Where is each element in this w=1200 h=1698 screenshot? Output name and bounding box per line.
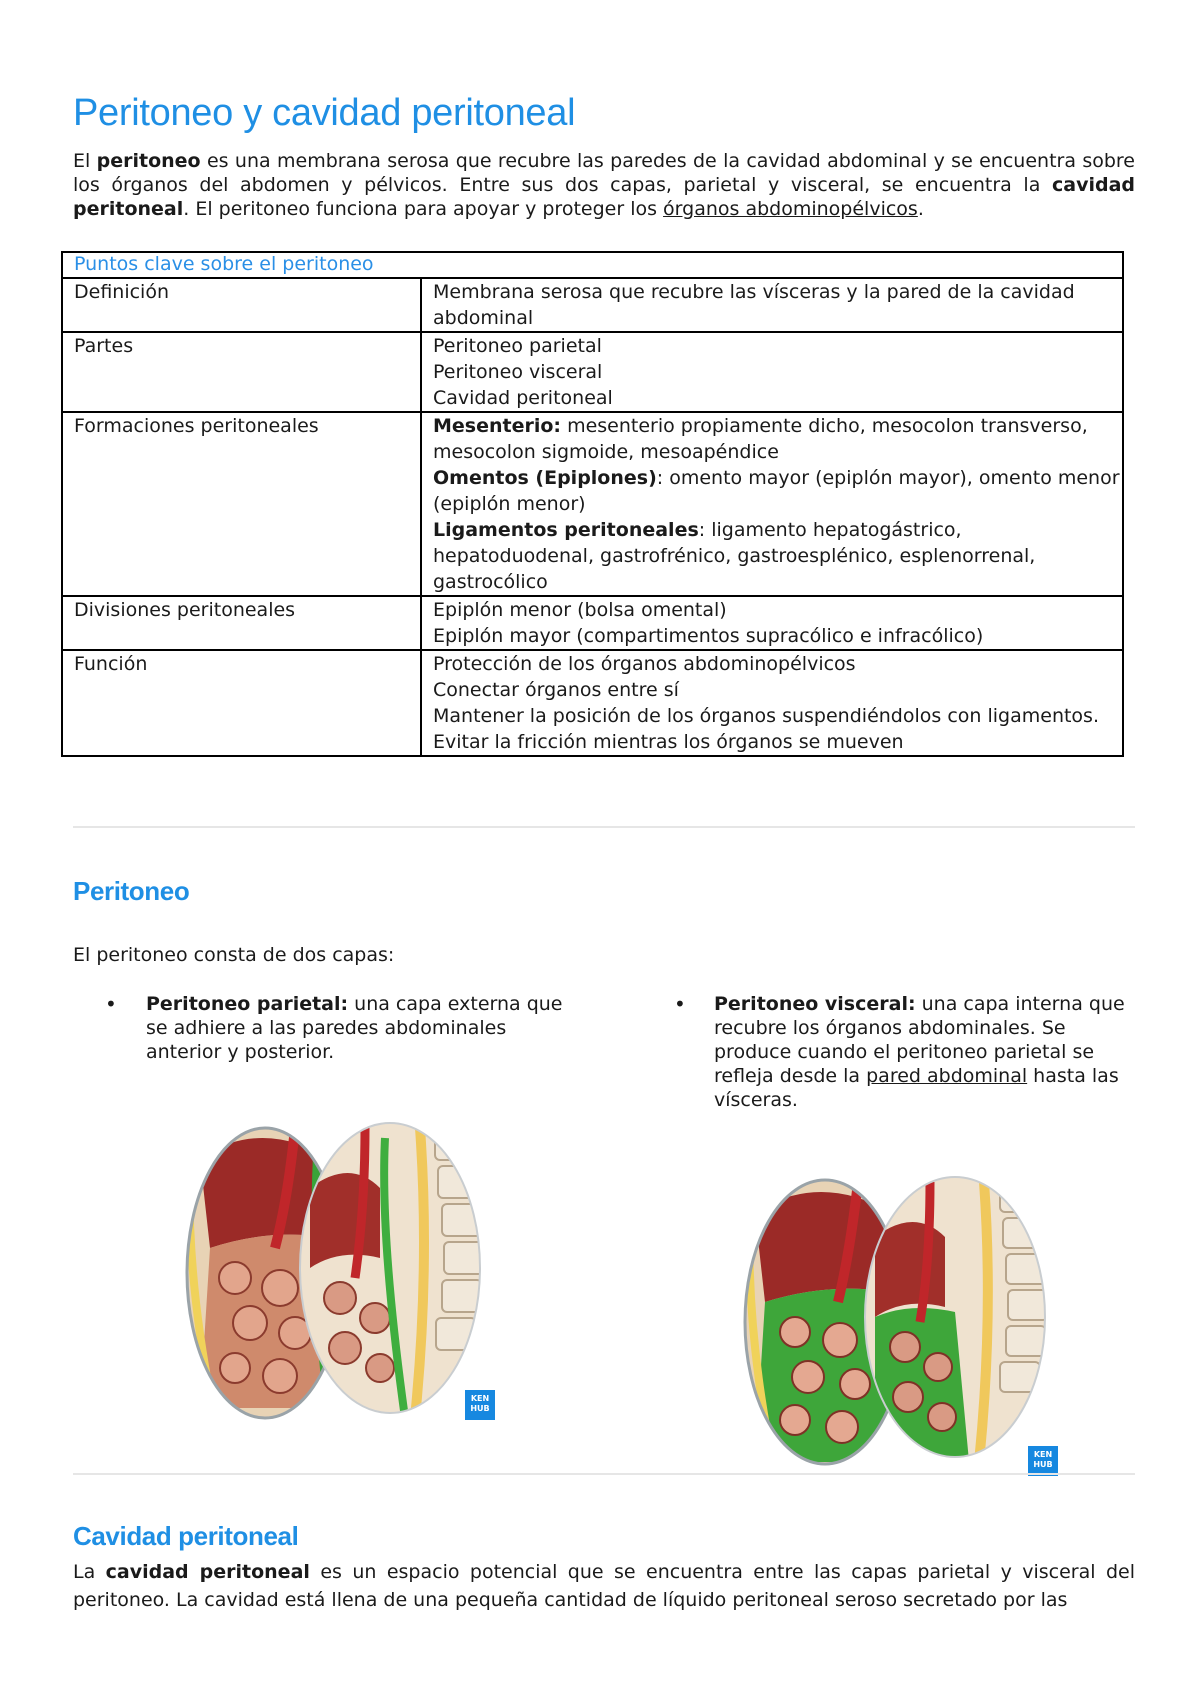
peritoneum-parietal-illustration xyxy=(180,1118,515,1428)
bullet-visceral xyxy=(714,992,1142,1112)
row-label: Definición xyxy=(62,278,421,332)
row-value xyxy=(421,332,1123,412)
value-line: Epiplón menor (bolsa omental) xyxy=(433,599,727,621)
value-line: Protección de los órganos abdominopélvicos xyxy=(433,653,856,675)
term-visceral: Peritoneo visceral: xyxy=(714,993,916,1015)
intro-text-3: . El peritoneo funciona para apoyar y proteger los xyxy=(183,198,664,220)
row-label: Divisiones peritoneales xyxy=(62,596,421,650)
table-header-row xyxy=(62,252,1123,278)
value-line: Evitar la fricción mientras los órganos se mueven xyxy=(433,731,904,753)
cavidad-bold: cavidad peritoneal xyxy=(105,1561,310,1583)
logo-text-1: KEN xyxy=(470,1394,490,1403)
term-mesenterio: Mesenterio: xyxy=(433,415,562,437)
intro-text-2: es una membrana serosa que recubre las paredes de la cavidad abdominal y se encuentra sobre los órganos del abdomen y pélvicos. Entre sus dos capas, parietal y visceral, se encuentra la xyxy=(73,150,1135,196)
table-header: Puntos clave sobre el peritoneo xyxy=(62,252,1123,278)
right-inset-sagittal xyxy=(290,1118,490,1428)
heading-peritoneo: Peritoneo xyxy=(73,876,190,906)
intro-text-4: . xyxy=(917,198,924,220)
peritoneo-lead: El peritoneo consta de dos capas: xyxy=(73,944,395,966)
value-line: Epiplón mayor (compartimentos supracólico e infracólico) xyxy=(433,625,984,647)
term-ligamentos: Ligamentos peritoneales xyxy=(433,519,699,541)
table-row xyxy=(62,332,1123,412)
logo-text-1: KEN xyxy=(1033,1450,1053,1459)
peritoneum-visceral-illustration xyxy=(740,1172,1075,1472)
logo-text-2: HUB xyxy=(1033,1460,1053,1469)
intro-bold-peritoneo: peritoneo xyxy=(96,150,201,172)
logo-text-2: HUB xyxy=(470,1404,490,1413)
row-label: Partes xyxy=(62,332,421,412)
value-line: Cavidad peritoneal xyxy=(433,387,613,409)
row-label: Función xyxy=(62,650,421,756)
link-pared-abdominal[interactable]: pared abdominal xyxy=(866,1065,1028,1087)
page-title: Peritoneo y cavidad peritoneal xyxy=(73,92,576,134)
table-row xyxy=(62,596,1123,650)
bullet-icon: • xyxy=(674,992,686,1016)
table-row xyxy=(62,278,1123,332)
value-line xyxy=(433,465,1122,517)
section-divider xyxy=(73,826,1135,828)
value-line: Conectar órganos entre sí xyxy=(433,679,679,701)
value-text: : ligamento hepatogástrico, hepatoduodenal, gastrofrénico, gastroesplénico, esplenorrenal, gastrocólico xyxy=(433,519,1036,593)
value-text: mesenterio propiamente dicho, mesocolon transverso, mesocolon sigmoide, mesoapéndice xyxy=(433,415,1088,463)
row-value xyxy=(421,596,1123,650)
parietal-description: una capa externa que se adhiere a las paredes abdominales anterior y posterior. xyxy=(146,993,563,1063)
value-line: Membrana serosa que recubre las vísceras y la pared de la cavidad abdominal xyxy=(433,281,1075,329)
intro-text-1: El xyxy=(73,150,97,172)
intro-bold-cavidad: cavidad peritoneal xyxy=(73,174,1135,220)
bullet-parietal xyxy=(146,992,576,1064)
row-value xyxy=(421,278,1123,332)
row-label: Formaciones peritoneales xyxy=(62,412,421,596)
kenhub-logo xyxy=(465,1390,495,1420)
cavidad-paragraph xyxy=(73,1558,1135,1614)
value-line xyxy=(433,413,1122,465)
table-row xyxy=(62,650,1123,756)
cavidad-text-2: es un espacio potencial que se encuentra entre las capas parietal y visceral del peritoneo. La cavidad está llena de una pequeña cantidad de líquido peritoneal seroso secretado por las xyxy=(73,1561,1135,1611)
row-value xyxy=(421,412,1123,596)
value-line: Peritoneo visceral xyxy=(433,361,603,383)
key-points-table xyxy=(61,251,1124,757)
visceral-description-end: hasta las vísceras. xyxy=(714,1065,1119,1111)
value-line: Peritoneo parietal xyxy=(433,335,602,357)
intro-paragraph xyxy=(73,149,1135,221)
section-divider xyxy=(73,1473,1135,1475)
term-parietal: Peritoneo parietal: xyxy=(146,993,349,1015)
row-value xyxy=(421,650,1123,756)
value-line xyxy=(433,517,1122,595)
bullet-icon: • xyxy=(105,992,117,1016)
visceral-description: una capa interna que recubre los órganos abdominales. Se produce cuando el peritoneo parietal se refleja desde la xyxy=(714,993,1125,1087)
cavidad-text-1: La xyxy=(73,1561,106,1583)
right-inset-sagittal xyxy=(860,1172,1060,1472)
value-text: : omento mayor (epiplón mayor), omento menor (epiplón menor) xyxy=(433,467,1120,515)
kenhub-logo xyxy=(1028,1446,1058,1476)
value-line: Mantener la posición de los órganos suspendiéndolos con ligamentos. xyxy=(433,705,1099,727)
heading-cavidad-peritoneal: Cavidad peritoneal xyxy=(73,1521,299,1551)
document-page xyxy=(73,80,1135,221)
table-row xyxy=(62,412,1123,596)
link-organos-abdominopelvicos[interactable]: órganos abdominopélvicos xyxy=(663,198,918,220)
term-omentos: Omentos (Epiplones) xyxy=(433,467,657,489)
